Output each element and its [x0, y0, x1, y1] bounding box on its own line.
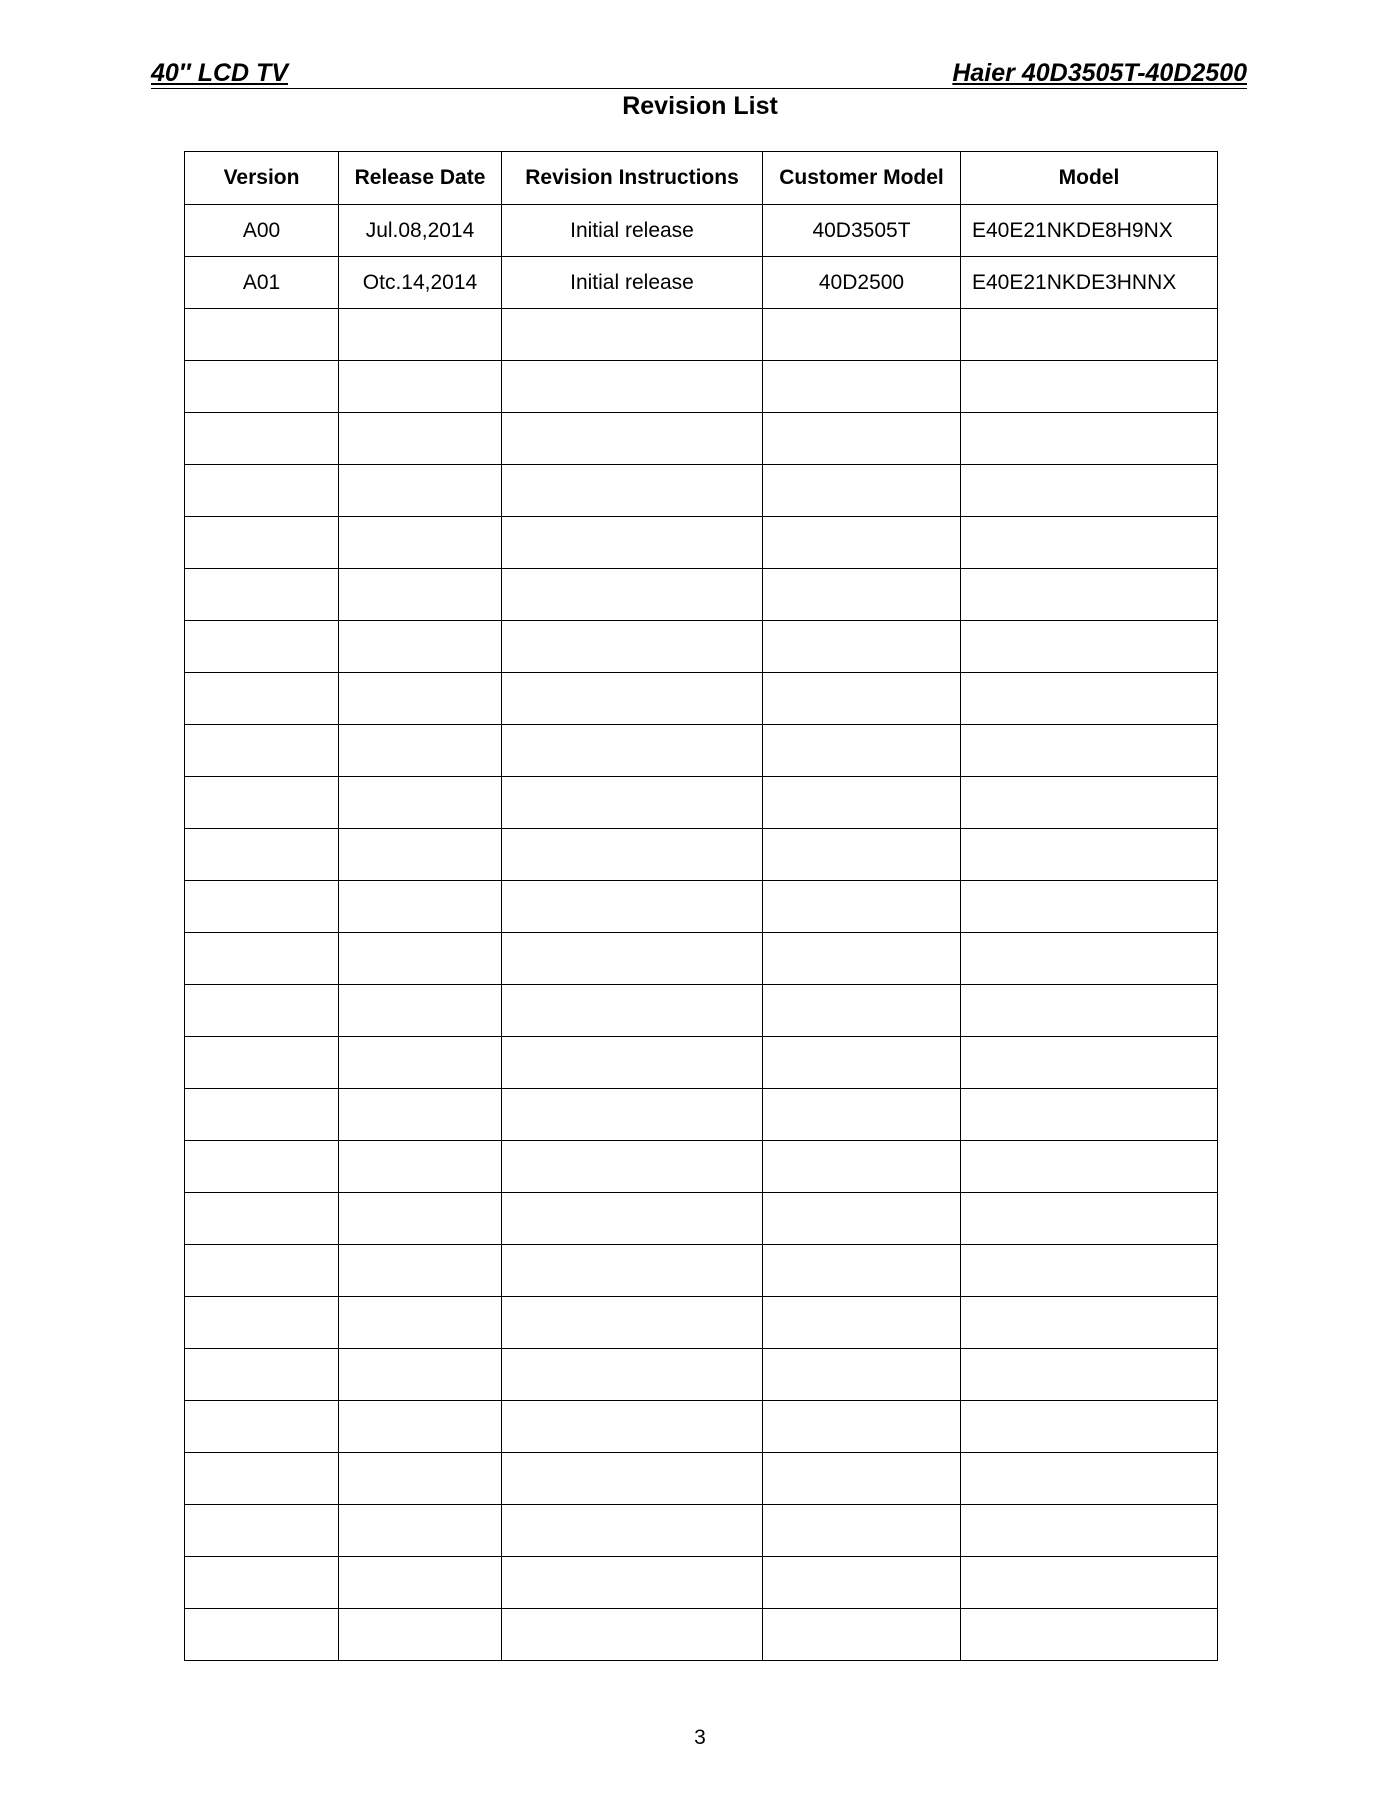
model-cell: [961, 413, 1218, 465]
version-cell: [185, 1089, 339, 1141]
table-row: [185, 621, 1218, 673]
revision-instructions-cell: [502, 1245, 763, 1297]
revision-instructions-cell: [502, 777, 763, 829]
version-cell: [185, 1193, 339, 1245]
customer-model-cell: [763, 1557, 961, 1609]
table-row: [185, 725, 1218, 777]
table-row: [185, 257, 1218, 309]
customer-model-cell: [763, 1349, 961, 1401]
model-cell: [961, 1297, 1218, 1349]
customer-model-cell: [763, 361, 961, 413]
customer-model-cell: [763, 621, 961, 673]
revision-table-body: [185, 205, 1218, 1661]
customer-model-cell: [763, 413, 961, 465]
customer-model-cell: [763, 777, 961, 829]
customer-model-cell: [763, 465, 961, 517]
version-cell: [185, 1401, 339, 1453]
revision-table: [184, 151, 1218, 1661]
model-cell: E40E21NKDE8H9NX: [961, 205, 1218, 257]
table-row: [185, 1557, 1218, 1609]
release-date-cell: [339, 309, 502, 361]
model-cell: [961, 673, 1218, 725]
revision-instructions-cell: [502, 1609, 763, 1661]
model-cell: [961, 1037, 1218, 1089]
table-row: [185, 1245, 1218, 1297]
release-date-cell: [339, 517, 502, 569]
revision-instructions-cell: [502, 621, 763, 673]
revision-instructions-cell: [502, 569, 763, 621]
release-date-cell: [339, 725, 502, 777]
version-cell: [185, 1349, 339, 1401]
customer-model-cell: [763, 1037, 961, 1089]
table-row: [185, 1453, 1218, 1505]
version-cell: [185, 829, 339, 881]
column-header-revision-instructions: Revision Instructions: [502, 152, 763, 205]
revision-instructions-cell: [502, 1141, 763, 1193]
release-date-cell: [339, 777, 502, 829]
version-cell: [185, 1453, 339, 1505]
model-cell: E40E21NKDE3HNNX: [961, 257, 1218, 309]
version-cell: [185, 361, 339, 413]
revision-instructions-cell: [502, 933, 763, 985]
table-row: [185, 465, 1218, 517]
version-cell: [185, 1141, 339, 1193]
customer-model-cell: [763, 1453, 961, 1505]
page-number: 3: [694, 1726, 706, 1749]
release-date-cell: [339, 1193, 502, 1245]
version-cell: [185, 1245, 339, 1297]
table-row: [185, 205, 1218, 257]
customer-model-cell: [763, 1193, 961, 1245]
release-date-cell: [339, 1505, 502, 1557]
customer-model-cell: [763, 985, 961, 1037]
table-row: [185, 413, 1218, 465]
release-date-cell: [339, 1037, 502, 1089]
release-date-cell: [339, 933, 502, 985]
version-cell: A00: [185, 205, 339, 257]
release-date-cell: [339, 569, 502, 621]
table-row: [185, 569, 1218, 621]
table-row: [185, 1297, 1218, 1349]
table-row: [185, 1193, 1218, 1245]
table-row: [185, 1505, 1218, 1557]
model-cell: [961, 1609, 1218, 1661]
model-cell: [961, 1401, 1218, 1453]
table-row: [185, 1609, 1218, 1661]
table-row: [185, 517, 1218, 569]
customer-model-cell: [763, 517, 961, 569]
table-row: [185, 985, 1218, 1037]
table-row: [185, 777, 1218, 829]
customer-model-cell: 40D2500: [763, 257, 961, 309]
version-cell: [185, 933, 339, 985]
table-row: [185, 1089, 1218, 1141]
customer-model-cell: [763, 1141, 961, 1193]
customer-model-cell: [763, 673, 961, 725]
revision-instructions-cell: [502, 1401, 763, 1453]
model-cell: [961, 621, 1218, 673]
revision-instructions-cell: [502, 725, 763, 777]
revision-instructions-cell: [502, 1193, 763, 1245]
release-date-cell: [339, 881, 502, 933]
release-date-cell: [339, 621, 502, 673]
revision-instructions-cell: [502, 361, 763, 413]
customer-model-cell: [763, 725, 961, 777]
release-date-cell: [339, 1245, 502, 1297]
release-date-cell: Otc.14,2014: [339, 257, 502, 309]
version-cell: [185, 725, 339, 777]
customer-model-cell: [763, 1089, 961, 1141]
version-cell: [185, 621, 339, 673]
table-header-row: [185, 152, 1218, 205]
table-row: [185, 1401, 1218, 1453]
revision-instructions-cell: [502, 1557, 763, 1609]
model-cell: [961, 777, 1218, 829]
revision-instructions-cell: [502, 985, 763, 1037]
customer-model-cell: [763, 933, 961, 985]
revision-instructions-cell: [502, 1349, 763, 1401]
model-cell: [961, 1505, 1218, 1557]
customer-model-cell: [763, 1401, 961, 1453]
header-product-type: 40″ LCD TV: [151, 59, 288, 87]
customer-model-cell: 40D3505T: [763, 205, 961, 257]
model-cell: [961, 1245, 1218, 1297]
revision-instructions-cell: [502, 1297, 763, 1349]
table-row: [185, 1349, 1218, 1401]
revision-instructions-cell: [502, 1505, 763, 1557]
model-cell: [961, 1193, 1218, 1245]
table-row: [185, 1141, 1218, 1193]
release-date-cell: [339, 413, 502, 465]
release-date-cell: Jul.08,2014: [339, 205, 502, 257]
customer-model-cell: [763, 309, 961, 361]
table-row: [185, 881, 1218, 933]
revision-instructions-cell: Initial release: [502, 205, 763, 257]
version-cell: [185, 1609, 339, 1661]
version-cell: [185, 1037, 339, 1089]
revision-instructions-cell: [502, 465, 763, 517]
model-cell: [961, 881, 1218, 933]
customer-model-cell: [763, 881, 961, 933]
release-date-cell: [339, 1453, 502, 1505]
customer-model-cell: [763, 1505, 961, 1557]
table-row: [185, 309, 1218, 361]
customer-model-cell: [763, 1297, 961, 1349]
revision-instructions-cell: [502, 413, 763, 465]
release-date-cell: [339, 1349, 502, 1401]
release-date-cell: [339, 1297, 502, 1349]
revision-instructions-cell: Initial release: [502, 257, 763, 309]
release-date-cell: [339, 361, 502, 413]
model-cell: [961, 517, 1218, 569]
model-cell: [961, 725, 1218, 777]
version-cell: [185, 777, 339, 829]
model-cell: [961, 1557, 1218, 1609]
revision-instructions-cell: [502, 881, 763, 933]
release-date-cell: [339, 985, 502, 1037]
revision-instructions-cell: [502, 673, 763, 725]
header-model-name: Haier 40D3505T-40D2500: [952, 59, 1247, 87]
column-header-release-date: Release Date: [339, 152, 502, 205]
model-cell: [961, 1089, 1218, 1141]
version-cell: [185, 881, 339, 933]
column-header-version: Version: [185, 152, 339, 205]
model-cell: [961, 309, 1218, 361]
model-cell: [961, 1141, 1218, 1193]
model-cell: [961, 361, 1218, 413]
version-cell: A01: [185, 257, 339, 309]
model-cell: [961, 829, 1218, 881]
version-cell: [185, 673, 339, 725]
model-cell: [961, 1453, 1218, 1505]
table-row: [185, 933, 1218, 985]
release-date-cell: [339, 1557, 502, 1609]
column-header-customer-model: Customer Model: [763, 152, 961, 205]
version-cell: [185, 1505, 339, 1557]
release-date-cell: [339, 829, 502, 881]
revision-instructions-cell: [502, 1037, 763, 1089]
column-header-model: Model: [961, 152, 1218, 205]
version-cell: [185, 413, 339, 465]
revision-instructions-cell: [502, 1453, 763, 1505]
model-cell: [961, 569, 1218, 621]
table-row: [185, 673, 1218, 725]
customer-model-cell: [763, 1609, 961, 1661]
page-title: Revision List: [622, 92, 778, 120]
version-cell: [185, 465, 339, 517]
release-date-cell: [339, 465, 502, 517]
model-cell: [961, 985, 1218, 1037]
customer-model-cell: [763, 569, 961, 621]
version-cell: [185, 985, 339, 1037]
model-cell: [961, 465, 1218, 517]
table-row: [185, 361, 1218, 413]
version-cell: [185, 569, 339, 621]
release-date-cell: [339, 1141, 502, 1193]
version-cell: [185, 309, 339, 361]
page-header: [151, 58, 1247, 89]
table-row: [185, 829, 1218, 881]
version-cell: [185, 1297, 339, 1349]
table-row: [185, 1037, 1218, 1089]
version-cell: [185, 517, 339, 569]
model-cell: [961, 933, 1218, 985]
release-date-cell: [339, 1609, 502, 1661]
revision-instructions-cell: [502, 309, 763, 361]
release-date-cell: [339, 1089, 502, 1141]
release-date-cell: [339, 673, 502, 725]
revision-instructions-cell: [502, 829, 763, 881]
customer-model-cell: [763, 829, 961, 881]
customer-model-cell: [763, 1245, 961, 1297]
release-date-cell: [339, 1401, 502, 1453]
model-cell: [961, 1349, 1218, 1401]
revision-instructions-cell: [502, 1089, 763, 1141]
revision-instructions-cell: [502, 517, 763, 569]
version-cell: [185, 1557, 339, 1609]
